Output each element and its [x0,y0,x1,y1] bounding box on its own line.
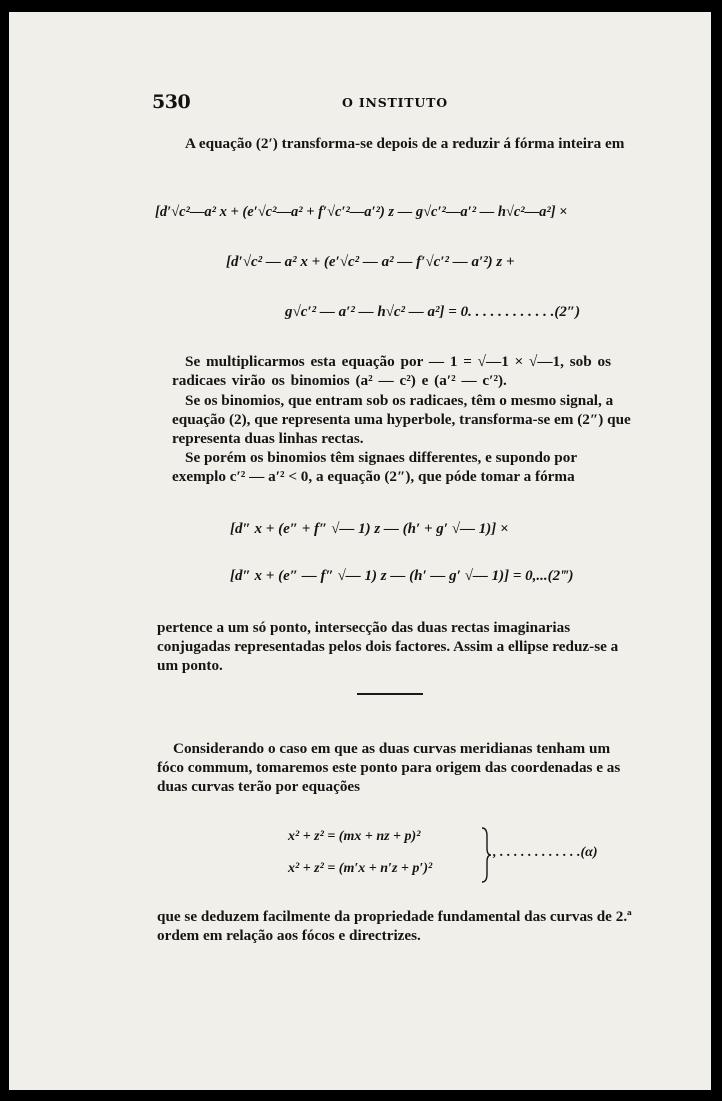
paragraph-6: Considerando o caso em que as duas curvas meridianas tenham um fóco commum, tomaremos este ponto para origem das coordenadas e as duas curvas terão por equações [157,740,621,795]
formula-line-5: [d″ x + (e″ — f″ √— 1) z — (h′ — g′ √— 1)] = 0,...(2‴) [230,568,574,584]
paragraph-4: Se porém os binomios têm signaes differentes, e supondo por exemplo c′² — a′² < 0, a equação (2″), que póde tomar a fórma [172,449,577,485]
page-number: 530 [152,91,191,113]
formula-system-label: , . . . . . . . . . . . .(α) [493,845,598,860]
paragraph-7: que se deduzem facilmente da propriedade fundamental das curvas de 2.ª ordem em relação aos fócos e directrizes. [157,908,632,944]
paragraph-3: Se os binomios, que entram sob os radicaes, têm o mesmo signal, a equação (2), que representa uma hyperbole, transforma-se em (2″) que representa duas linhas rectas. [172,392,631,447]
paragraph-2: Se multiplicarmos esta equação por — 1 = √—1 × √—1, sob os radicaes virão os binomios (a² — c²) e (a′² — c′²). [172,353,612,389]
paragraph-5: pertence a um só ponto, intersecção das duas rectas imaginarias conjugadas representadas pelos dois factores. Assim a ellipse reduz-se a um ponto. [157,619,619,674]
formula-line-3: g√c′² — a′² — h√c² — a²] = 0. . . . . . . . . . . .(2″) [285,304,581,320]
formula-line-4: [d″ x + (e″ + f″ √— 1) z — (h′ + g′ √— 1)] × [230,521,509,537]
section-divider [357,693,423,695]
book-page [9,12,711,1090]
right-brace-icon [480,826,492,884]
formula-line-2: [d′√c² — a² x + (e′√c² — a² — f′√c′² — a′²) z + [226,254,515,270]
paragraph-1: A equação (2′) transforma-se depois de a reduzir á fórma inteira em [185,135,625,152]
running-title: O INSTITUTO [342,95,448,110]
formula-line-7: x² + z² = (m′x + n′z + p′)² [288,861,433,876]
formula-line-1: [d′√c²—a² x + (e′√c²—a² + f′√c′²—a′²) z — g√c′²—a′² — h√c²—a²] × [155,204,568,220]
formula-line-6: x² + z² = (mx + nz + p)² [288,829,421,844]
